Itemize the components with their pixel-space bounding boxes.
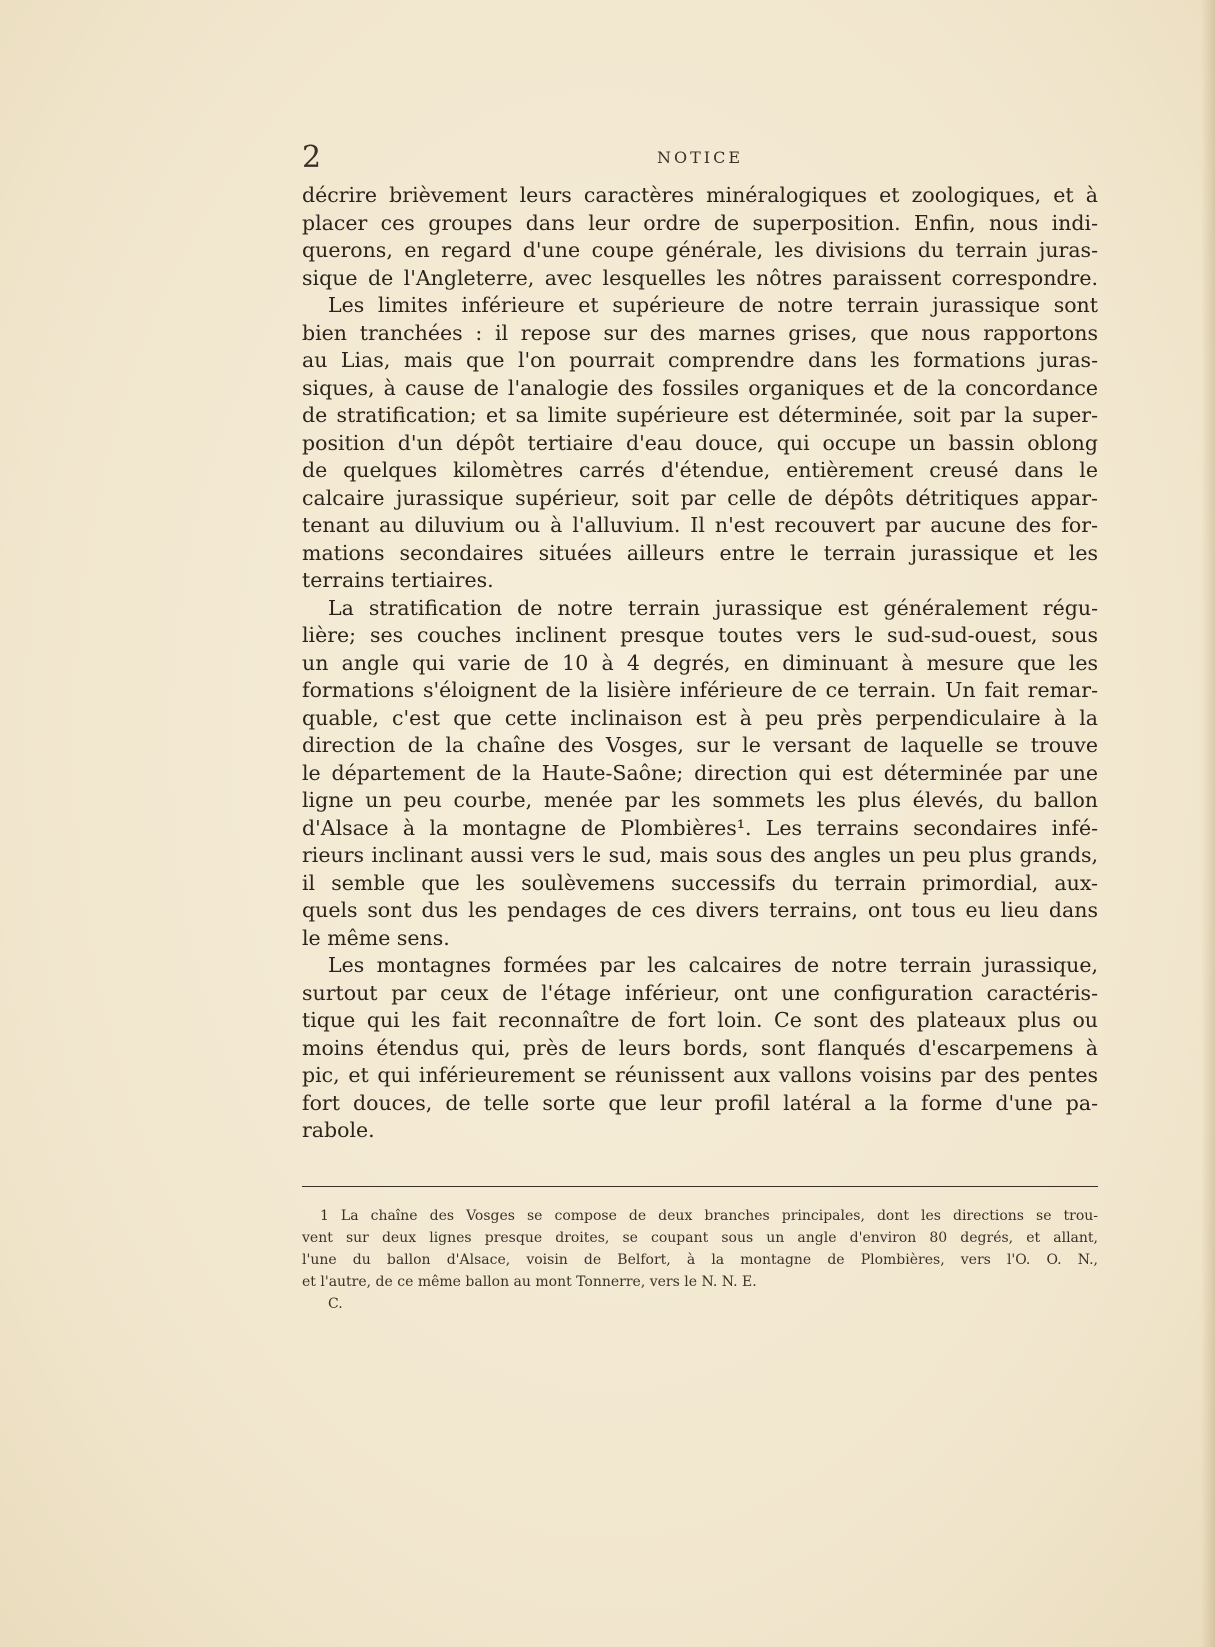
text-line: ligne un peu courbe, menée par les sommets les plus élevés, du ballon	[302, 788, 1098, 812]
text-line: moins étendus qui, près de leurs bords, sont flanqués d'escarpemens à	[302, 1035, 1098, 1060]
text-line: de stratification; et sa limite supérieure est déterminée, soit par la super-	[302, 403, 1098, 427]
text-line: mations secondaires situées ailleurs entre le terrain jurassique et les	[302, 540, 1098, 565]
text-line: position d'un dépôt tertiaire d'eau douce, qui occupe un bassin oblong	[302, 430, 1098, 455]
text-line: direction de la chaîne des Vosges, sur le versant de laquelle se trouve	[302, 733, 1098, 757]
text-line: Les limites inférieure et supérieure de notre terrain jurassique sont	[328, 293, 1098, 317]
text-line: tique qui les fait reconnaître de fort loin. Ce sont des plateaux plus ou	[302, 1008, 1098, 1032]
text-line: il semble que les soulèvemens successifs du terrain primordial, aux-	[302, 870, 1098, 895]
text-line: pic, et qui inférieurement se réunissent aux vallons voisins par des pentes	[302, 1063, 1098, 1087]
footnote-rule	[302, 1186, 1098, 1187]
text-line: quable, c'est que cette inclinaison est à peu près perpendiculaire à la	[302, 705, 1098, 730]
text-line: calcaire jurassique supérieur, soit par celle de dépôts détritiques appar-	[302, 485, 1098, 510]
running-head: NOTICE	[656, 148, 744, 167]
page-number: 2	[302, 140, 322, 175]
text-line: décrire brièvement leurs caractères minéralogiques et zoologiques, et à	[302, 183, 1098, 207]
text-line: de quelques kilomètres carrés d'étendue, entièrement creusé dans le	[302, 458, 1098, 482]
page-edge-shadow	[1201, 0, 1215, 1647]
footnote-line: 1 La chaîne des Vosges se compose de deux branches principales, dont les directions se trou-	[320, 1208, 1098, 1224]
footnote-line: vent sur deux lignes presque droites, se coupant sous un angle d'environ 80 degrés, et allant,	[302, 1230, 1098, 1246]
signature-initial: C.	[328, 1296, 343, 1312]
text-line: le même sens.	[302, 925, 450, 950]
text-line: le département de la Haute-Saône; direction qui est déterminée par une	[302, 760, 1098, 785]
text-line: lière; ses couches inclinent presque toutes vers le sud-sud-ouest, sous	[302, 623, 1098, 647]
footnote-line: l'une du ballon d'Alsace, voisin de Belfort, à la montagne de Plombières, vers l'O. O. N.,	[302, 1252, 1098, 1268]
footnote	[302, 1205, 1098, 1315]
text-line: rabole.	[302, 1118, 375, 1142]
text-line: au Lias, mais que l'on pourrait comprendre dans les formations juras-	[302, 348, 1098, 372]
text-line: La stratification de notre terrain jurassique est généralement régu-	[328, 595, 1098, 620]
text-line: d'Alsace à la montagne de Plombières¹. Les terrains secondaires infé-	[302, 815, 1098, 840]
body-text	[302, 182, 1098, 1145]
text-line: querons, en regard d'une coupe générale, les divisions du terrain juras-	[302, 238, 1098, 262]
text-line: terrains tertiaires.	[302, 568, 494, 592]
text-line: fort douces, de telle sorte que leur profil latéral a la forme d'une pa-	[302, 1090, 1098, 1115]
text-line: quels sont dus les pendages de ces divers terrains, ont tous eu lieu dans	[302, 898, 1098, 922]
text-line: siques, à cause de l'analogie des fossiles organiques et de la concordance	[302, 375, 1098, 400]
text-line: tenant au diluvium ou à l'alluvium. Il n'est recouvert par aucune des for-	[302, 513, 1098, 537]
text-line: rieurs inclinant aussi vers le sud, mais sous des angles un peu plus grands,	[302, 843, 1098, 867]
text-line: Les montagnes formées par les calcaires de notre terrain jurassique,	[328, 953, 1098, 977]
footnote-line: et l'autre, de ce même ballon au mont Tonnerre, vers le N. N. E.	[302, 1274, 757, 1290]
text-line: sique de l'Angleterre, avec lesquelles les nôtres paraissent correspondre.	[302, 265, 1098, 290]
page-header	[302, 140, 1098, 176]
text-line: placer ces groupes dans leur ordre de superposition. Enfin, nous indi-	[302, 210, 1098, 235]
text-line: formations s'éloignent de la lisière inférieure de ce terrain. Un fait remar-	[302, 678, 1098, 702]
text-line: surtout par ceux de l'étage inférieur, ont une configuration caractéris-	[302, 980, 1098, 1005]
text-line: un angle qui varie de 10 à 4 degrés, en diminuant à mesure que les	[302, 650, 1098, 675]
text-line: bien tranchées : il repose sur des marnes grises, que nous rapportons	[302, 320, 1098, 345]
